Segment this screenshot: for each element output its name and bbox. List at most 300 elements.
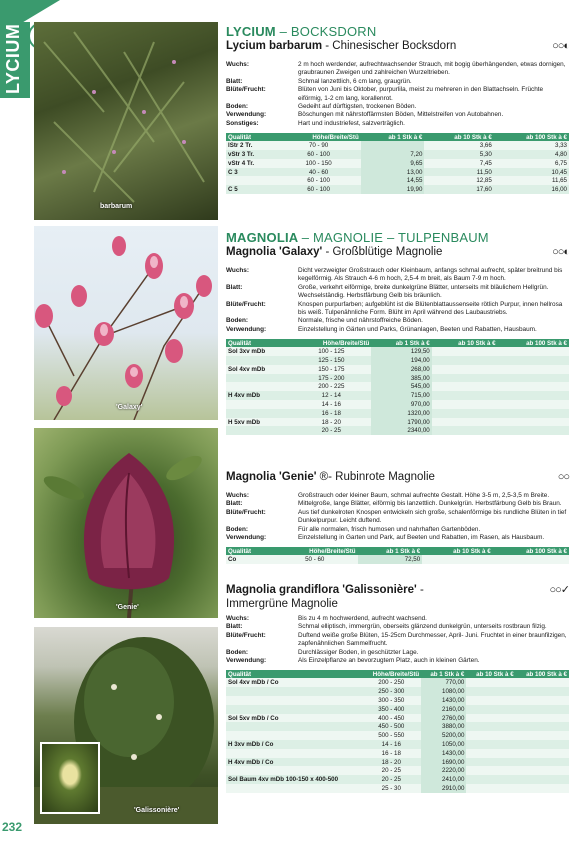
table-cell: 60 - 100 (276, 185, 360, 194)
property-label: Verwendung: (226, 325, 267, 333)
table-row (226, 678, 569, 687)
site-symbols-icon: ○○ (557, 471, 569, 483)
table-cell (432, 356, 498, 365)
species-name: Magnolia grandiflora 'Galissonière' (226, 584, 417, 596)
table-row (226, 374, 569, 383)
table-cell (226, 696, 361, 705)
column-header: ab 1 Stk à € (358, 547, 423, 555)
table-cell (226, 400, 291, 409)
price-table (226, 133, 569, 194)
property-value: Durchlässiger Boden, in geschützter Lage. (298, 648, 419, 656)
property-label: Wuchs: (226, 615, 249, 622)
table-row (226, 555, 569, 564)
property-list (226, 267, 569, 334)
table-cell: 200 - 225 (291, 382, 371, 391)
table-cell: 250 - 300 (361, 687, 421, 696)
table-cell: 7,45 (424, 159, 493, 168)
property-value: Gedeiht auf dürftigsten, trockenen Böden. (298, 103, 417, 111)
table-row (226, 705, 569, 714)
section-lycium (226, 24, 569, 194)
property-value: Knospen purpurfarben; aufgeblüht ist die Blütenblattaussenseite rötlich Purpur, innen hellrosa bis weiß. Tulpenähnliche Form. Blüht im April während des Laubaustriebs. (298, 300, 563, 317)
table-cell (498, 426, 569, 435)
property-value: Bis zu 4 m hochwerdend, aufrecht wachsend. (298, 615, 427, 622)
column-header: ab 100 Stk à € (498, 339, 569, 347)
table-cell (498, 409, 569, 418)
table-cell (466, 722, 515, 731)
table-cell: 12 - 14 (291, 391, 371, 400)
photo-magnolia-grandiflora (34, 627, 218, 824)
table-cell (516, 784, 569, 793)
column-header: Höhe/Breite/Stü (291, 339, 371, 347)
table-cell: Sol 5xv mDb / Co (226, 714, 361, 723)
table-header-row (226, 133, 569, 141)
table-cell: 2220,00 (421, 766, 466, 775)
table-cell (226, 722, 361, 731)
price-table (226, 547, 569, 564)
table-cell: 545,00 (371, 382, 431, 391)
table-cell: 17,60 (424, 185, 493, 194)
foliage-illustration (34, 22, 218, 220)
property-value: Duftend weiße große Blüten, 15-25cm Durchmesser, April- Juni. Fruchtet in einer braunfilzigen, zapfenähnlichen Sammelfrucht. (298, 631, 567, 648)
table-cell: 16 - 18 (361, 749, 421, 758)
table-cell: 129,50 (371, 347, 431, 356)
column-header: Höhe/Breite/Stü (361, 670, 421, 678)
table-row (226, 159, 569, 168)
table-cell (432, 382, 498, 391)
property-label: Boden: (226, 103, 249, 111)
table-cell: 1320,00 (371, 409, 431, 418)
table-cell (466, 758, 515, 767)
table-cell: 18 - 20 (291, 418, 371, 427)
table-cell: 3,33 (494, 141, 569, 150)
table-row (226, 409, 569, 418)
property-label: Blatt: (226, 623, 243, 631)
table-cell (516, 740, 569, 749)
table-cell (466, 705, 515, 714)
photo-caption: barbarum (100, 203, 133, 210)
table-row (226, 168, 569, 177)
property-label: Blüte/Frucht: (226, 508, 266, 516)
property-row (226, 103, 569, 111)
table-cell: 100 - 150 (276, 159, 360, 168)
property-value: Hart und industriefest, salzverträglich. (298, 119, 405, 127)
property-label: Verwendung: (226, 657, 267, 665)
property-label: Verwendung: (226, 534, 267, 542)
table-cell: 18 - 20 (361, 758, 421, 767)
inset-photo-fruit (40, 742, 100, 814)
table-cell (432, 374, 498, 383)
table-cell: vStr 4 Tr. (226, 159, 276, 168)
table-cell (516, 749, 569, 758)
genus-name: MAGNOLIA (226, 230, 298, 245)
property-row (226, 78, 569, 86)
table-cell (498, 382, 569, 391)
column-header: Höhe/Breite/Stü (272, 547, 358, 555)
table-cell: 40 - 60 (276, 168, 360, 177)
property-label: Boden: (226, 648, 249, 656)
table-cell: Sol 3xv mDb (226, 347, 291, 356)
table-cell (226, 687, 361, 696)
side-tab (0, 22, 30, 98)
property-row (226, 649, 569, 657)
species-name: Magnolia 'Genie' (226, 471, 317, 483)
photo-caption: 'Galaxy' (116, 404, 143, 411)
table-cell: 20 - 25 (361, 766, 421, 775)
property-row (226, 615, 569, 623)
table-cell: 1080,00 (421, 687, 466, 696)
property-list (226, 492, 569, 542)
table-row (226, 749, 569, 758)
property-value: Als Einzelpflanze an bevorzugtem Platz, auch in kleinen Gärten. (298, 657, 480, 665)
table-cell (498, 400, 569, 409)
species-heading (226, 39, 569, 53)
table-row (226, 731, 569, 740)
column-header: Qualität (226, 339, 291, 347)
table-cell: 16,00 (494, 185, 569, 194)
table-row (226, 382, 569, 391)
property-value: Einzelstellung in Garten und Park, auf Beeten und Rabatten, im Rasen, als Hausbaum. (298, 534, 545, 542)
property-list (226, 61, 569, 128)
property-label: Blüte/Frucht: (226, 86, 266, 94)
property-row (226, 284, 569, 301)
column-header: ab 100 Stk à € (516, 670, 569, 678)
property-value: Mittelgroße, lange Blätter, eiförmig bis lanzettlich. Dunkelgrün. Herbstfärbung Gelb bis Braun. (298, 500, 562, 508)
table-cell (466, 731, 515, 740)
table-cell (226, 731, 361, 740)
photo-lycium-barbarum (34, 22, 218, 220)
table-header-row (226, 670, 569, 678)
property-row (226, 120, 569, 128)
table-cell (498, 365, 569, 374)
table-cell (516, 766, 569, 775)
table-cell: Sol Baum 4xv mDb 100-150 x 400-500 (226, 775, 361, 784)
table-cell: 60 - 100 (276, 176, 360, 185)
table-cell (432, 347, 498, 356)
property-label: Blatt: (226, 283, 243, 291)
column-header: ab 1 Stk à € (371, 339, 431, 347)
table-cell (226, 784, 361, 793)
table-cell: 60 - 100 (276, 150, 360, 159)
property-row (226, 326, 569, 334)
property-value: Normale, frische und nährstoffreiche Böden. (298, 317, 423, 325)
section-magnolia-galaxy (226, 230, 569, 435)
property-value: Böschungen mit nährstoffärmsten Böden, Mittelstreifen von Autobahnen. (298, 111, 504, 119)
magnolia-blossoms-illustration (34, 226, 218, 420)
site-symbols-icon: ○○◐ (552, 40, 569, 52)
property-label: Sonstiges: (226, 119, 259, 127)
table-cell: 7,20 (361, 150, 425, 159)
table-cell: 10,45 (494, 168, 569, 177)
table-cell: 268,00 (371, 365, 431, 374)
table-cell: 500 - 550 (361, 731, 421, 740)
table-row (226, 714, 569, 723)
table-cell (226, 749, 361, 758)
table-cell (466, 784, 515, 793)
table-cell: 20 - 25 (361, 775, 421, 784)
table-cell: 1430,00 (421, 749, 466, 758)
property-value: Großstrauch oder kleiner Baum, schmal aufrechte Gestalt. Höhe 3-5 m, 2,5-3,5 m Breite. (298, 492, 550, 499)
species-name: Magnolia 'Galaxy' (226, 246, 323, 258)
table-cell: 100 - 125 (291, 347, 371, 356)
column-header: ab 10 Stk à € (424, 133, 493, 141)
table-cell (432, 400, 498, 409)
price-table (226, 670, 569, 792)
property-row (226, 301, 569, 318)
table-cell (466, 696, 515, 705)
table-cell: 2340,00 (371, 426, 431, 435)
table-cell: 72,50 (358, 555, 423, 564)
property-row (226, 111, 569, 119)
column-header: ab 10 Stk à € (466, 670, 515, 678)
table-cell: 970,00 (371, 400, 431, 409)
table-cell (432, 365, 498, 374)
property-value: 2 m hoch werdender, aufrechtwachsender Strauch, mit bogig überhängenden, etwas dornigen, graubraunen Zweigen und zahlreichen Wurzeltrieben. (298, 61, 566, 77)
table-cell (226, 382, 291, 391)
genie-flower-illustration (34, 428, 218, 618)
table-cell (516, 696, 569, 705)
table-row (226, 784, 569, 793)
table-cell: H 4xv mDb (226, 391, 291, 400)
property-row (226, 623, 569, 631)
table-row (226, 150, 569, 159)
genus-heading (226, 230, 569, 245)
genus-common-name: – MAGNOLIE – TULPENBAUM (301, 230, 489, 245)
table-row (226, 740, 569, 749)
table-cell (493, 555, 569, 564)
species-common-name: - Chinesischer Bocksdorn (325, 40, 457, 52)
table-row (226, 418, 569, 427)
property-value: Blüten von Juni bis Oktober, purpurlila, meist zu mehreren in den Blattachseln. Früchte eiförmig, 1-2 cm lang, korallenrot. (298, 86, 544, 102)
site-symbols-icon: ○○◐ (552, 246, 569, 258)
column-header: Qualität (226, 133, 276, 141)
table-cell (226, 374, 291, 383)
column-header: ab 10 Stk à € (422, 547, 492, 555)
property-row (226, 534, 569, 542)
column-header: Qualität (226, 670, 361, 678)
table-row (226, 766, 569, 775)
table-cell: 2410,00 (421, 775, 466, 784)
property-row (226, 267, 569, 284)
table-cell: vStr 3 Tr. (226, 150, 276, 159)
table-cell: 175 - 200 (291, 374, 371, 383)
property-row (226, 509, 569, 526)
property-value: Für alle normalen, frisch humosen und nahrhaften Gartenböden. (298, 525, 481, 533)
price-table (226, 339, 569, 435)
property-row (226, 632, 569, 649)
property-list (226, 615, 569, 665)
table-cell (226, 356, 291, 365)
table-cell: 50 - 60 (272, 555, 358, 564)
species-common-name-line2: Immergrüne Magnolie (226, 598, 338, 610)
property-value: Einzelstellung in Gärten und Parks, Grünanlagen, Beeten und Rabatten, Hausbaum. (298, 325, 537, 333)
table-cell: 770,00 (421, 678, 466, 687)
property-label: Boden: (226, 525, 249, 533)
table-cell: Sol 4xv mDb / Co (226, 678, 361, 687)
table-header-row (226, 547, 569, 555)
page-number: 232 (2, 820, 23, 834)
table-cell (226, 705, 361, 714)
genus-name: LYCIUM (226, 24, 276, 39)
genus-heading (226, 24, 569, 39)
table-cell: 715,00 (371, 391, 431, 400)
table-cell: 150 - 175 (291, 365, 371, 374)
table-cell: 20 - 25 (291, 426, 371, 435)
table-cell (516, 731, 569, 740)
table-cell (226, 766, 361, 775)
species-common-name: - (420, 584, 424, 596)
table-cell: 16 - 18 (291, 409, 371, 418)
table-cell (498, 356, 569, 365)
table-row (226, 722, 569, 731)
table-cell: 9,65 (361, 159, 425, 168)
photo-magnolia-galaxy (34, 226, 218, 420)
table-row (226, 687, 569, 696)
column-header: ab 1 Stk à € (421, 670, 466, 678)
property-value: Große, verkehrt eiförmige, breite dunkelgrüne Blätter, unterseits mit bläulichem Hellgrün. Wechselständig. Herbstfärbung Gelb bis bräunlich. (298, 283, 549, 300)
table-cell: lStr 2 Tr. (226, 141, 276, 150)
side-tab-label: LYCIUM (3, 23, 23, 94)
property-row (226, 86, 569, 103)
column-header: ab 1 Stk à € (361, 133, 425, 141)
table-cell: 11,65 (494, 176, 569, 185)
table-row (226, 347, 569, 356)
table-cell (516, 687, 569, 696)
table-cell: 1430,00 (421, 696, 466, 705)
table-cell: 125 - 150 (291, 356, 371, 365)
photo-caption: 'Galissonière' (134, 807, 180, 814)
table-cell (432, 426, 498, 435)
table-row (226, 775, 569, 784)
table-cell: 11,50 (424, 168, 493, 177)
table-cell: 25 - 30 (361, 784, 421, 793)
table-row (226, 758, 569, 767)
table-cell (226, 409, 291, 418)
property-row (226, 657, 569, 665)
table-cell (226, 176, 276, 185)
species-common-name: ®- Rubinrote Magnolie (319, 471, 435, 483)
table-cell: 200 - 250 (361, 678, 421, 687)
table-cell: 1050,00 (421, 740, 466, 749)
site-symbols-icon: ○○✓ (549, 584, 569, 596)
property-label: Wuchs: (226, 61, 249, 68)
species-heading (226, 583, 569, 597)
section-magnolia-genie (226, 470, 569, 564)
property-row (226, 492, 569, 500)
table-cell: 450 - 500 (361, 722, 421, 731)
table-cell: 2910,00 (421, 784, 466, 793)
table-cell: 14 - 16 (291, 400, 371, 409)
table-cell: H 3xv mDb / Co (226, 740, 361, 749)
table-row (226, 185, 569, 194)
table-cell (516, 722, 569, 731)
table-cell: 12,85 (424, 176, 493, 185)
property-label: Blüte/Frucht: (226, 631, 266, 639)
property-label: Blatt: (226, 77, 243, 85)
table-cell (498, 347, 569, 356)
table-cell (466, 714, 515, 723)
table-cell: H 5xv mDb (226, 418, 291, 427)
table-cell (432, 409, 498, 418)
table-cell (226, 426, 291, 435)
species-common-name: - Großblütige Magnolie (325, 246, 443, 258)
table-cell: 350 - 400 (361, 705, 421, 714)
species-heading (226, 470, 569, 484)
table-cell (466, 749, 515, 758)
property-value: Aus tief dunkelroten Knospen entwickeln sich große, schalenförmige bis rundliche Blüten in tief Dunkelpurpur. Leicht duftend. (298, 508, 567, 525)
property-value: Dicht verzweigter Großstrauch oder Kleinbaum, anfangs schmal aufrecht, später breitrund bis kegelförmig. Als Strauch 4-6 m hoch, 2,5-4 m breit, als Baum 7-9 m hoch. (298, 267, 563, 283)
table-cell: 5200,00 (421, 731, 466, 740)
table-cell (498, 391, 569, 400)
table-cell: 5,30 (424, 150, 493, 159)
table-cell (466, 678, 515, 687)
property-label: Wuchs: (226, 492, 249, 499)
column-header: ab 10 Stk à € (432, 339, 498, 347)
genus-common-name: – BOCKSDORN (279, 24, 377, 39)
table-cell: 385,00 (371, 374, 431, 383)
table-cell: 70 - 90 (276, 141, 360, 150)
table-cell (516, 714, 569, 723)
property-row (226, 526, 569, 534)
photo-caption: 'Genie' (116, 604, 139, 611)
table-cell (361, 141, 425, 150)
table-cell: 400 - 450 (361, 714, 421, 723)
table-cell: 4,80 (494, 150, 569, 159)
table-cell: 6,75 (494, 159, 569, 168)
table-cell: 1690,00 (421, 758, 466, 767)
table-cell: 13,00 (361, 168, 425, 177)
column-header: ab 100 Stk à € (493, 547, 569, 555)
table-row (226, 176, 569, 185)
table-row (226, 356, 569, 365)
table-cell (466, 740, 515, 749)
table-cell: 14 - 16 (361, 740, 421, 749)
table-cell: C 3 (226, 168, 276, 177)
table-cell (466, 775, 515, 784)
property-row (226, 317, 569, 325)
table-cell (466, 766, 515, 775)
species-name: Lycium barbarum (226, 40, 323, 52)
table-cell (516, 775, 569, 784)
species-heading (226, 245, 569, 259)
table-row (226, 141, 569, 150)
property-label: Verwendung: (226, 111, 267, 119)
table-cell: C 5 (226, 185, 276, 194)
table-cell: 3,66 (424, 141, 493, 150)
table-header-row (226, 339, 569, 347)
table-cell: 2760,00 (421, 714, 466, 723)
property-value: Schmal lanzettlich, 6 cm lang, graugrün. (298, 77, 412, 85)
table-cell (466, 687, 515, 696)
table-cell: Sol 4xv mDb (226, 365, 291, 374)
table-cell: H 4xv mDb / Co (226, 758, 361, 767)
table-cell (498, 418, 569, 427)
section-magnolia-grandiflora (226, 583, 569, 793)
table-cell: 14,55 (361, 176, 425, 185)
table-row (226, 696, 569, 705)
table-cell: 3880,00 (421, 722, 466, 731)
property-label: Blatt: (226, 500, 243, 508)
photo-magnolia-genie (34, 428, 218, 618)
table-cell: 1790,00 (371, 418, 431, 427)
table-cell (432, 391, 498, 400)
table-cell (516, 705, 569, 714)
table-cell: Co (226, 555, 272, 564)
table-cell (432, 418, 498, 427)
table-cell: 194,00 (371, 356, 431, 365)
table-cell: 300 - 350 (361, 696, 421, 705)
table-cell: 2160,00 (421, 705, 466, 714)
property-value: Schmal elliptisch, immergrün, oberseits glänzend dunkelgrün, unterseits rostbraun filzig. (298, 623, 547, 631)
